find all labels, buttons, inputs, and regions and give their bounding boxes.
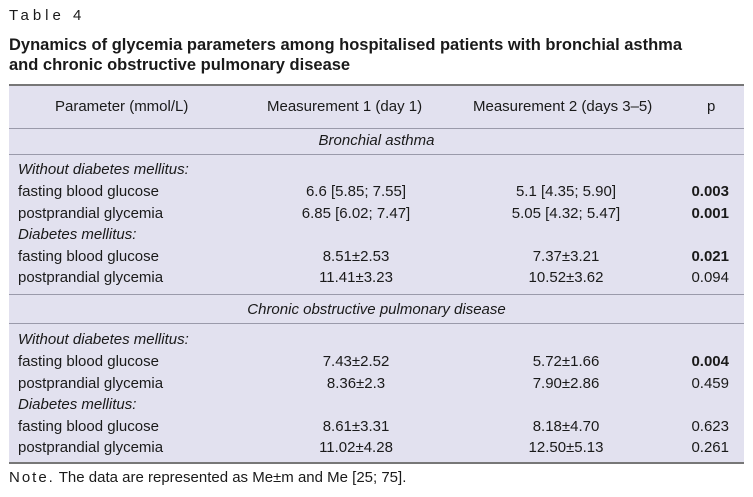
caption-line-2: and chronic obstructive pulmonary disease [9,56,351,74]
section-rule [9,154,744,155]
data-table [9,84,744,464]
m2-cell: 7.37±3.21 [532,248,600,265]
table-note [9,469,406,486]
section-rule [9,323,744,324]
table-row [9,418,744,440]
m2-cell: 5.72±1.66 [532,353,600,370]
section-rule [9,294,744,295]
param-cell: postprandial glycemia [18,439,164,456]
table-caption [9,35,744,75]
m1-cell: 6.85 [6.02; 7.47] [301,205,411,222]
group-label-row [9,331,744,353]
param-cell: postprandial glycemia [18,205,164,222]
header-p: p [707,98,716,115]
m2-cell: 7.90±2.86 [532,375,600,392]
table-row [9,269,744,291]
caption-line-1: Dynamics of glycemia parameters among hospitalised patients with bronchial asthma [9,36,683,54]
m1-cell: 6.6 [5.85; 7.55] [305,183,407,200]
header-parameter: Parameter (mmol/L) [55,98,189,115]
note-text: The data are represented as Me±m and Me [25; 75]. [58,469,407,486]
table-row [9,353,744,375]
m2-cell: 12.50±5.13 [528,439,604,456]
param-cell: postprandial glycemia [18,375,164,392]
m2-cell: 5.05 [4.32; 5.47] [511,205,621,222]
header-measurement-1: Measurement 1 (day 1) [267,98,423,115]
param-cell: fasting blood glucose [18,183,159,200]
m1-cell: 8.61±3.31 [322,418,390,435]
m2-cell: 5.1 [4.35; 5.90] [515,183,617,200]
table-row [9,183,744,205]
group-label-row [9,396,744,418]
m1-cell: 8.36±2.3 [326,375,386,392]
param-cell: fasting blood glucose [18,353,159,370]
section-title-copd: Chronic obstructive pulmonary disease [247,301,506,318]
m2-cell: 10.52±3.62 [528,269,604,286]
group-label: Without diabetes mellitus: [18,161,189,178]
p-cell: 0.459 [691,375,729,392]
p-cell: 0.003 [691,183,729,200]
p-cell: 0.021 [691,248,729,265]
group-label-row [9,161,744,183]
table-row [9,248,744,270]
p-cell: 0.261 [691,439,729,456]
m1-cell: 11.41±3.23 [319,269,393,286]
param-cell: fasting blood glucose [18,418,159,435]
note-label: Note. [9,469,55,486]
param-cell: fasting blood glucose [18,248,159,265]
table-row [9,439,744,461]
group-label: Diabetes mellitus: [18,396,137,413]
table-row [9,375,744,397]
header-rule [9,128,744,129]
header-measurement-2: Measurement 2 (days 3–5) [473,98,653,115]
m1-cell: 7.43±2.52 [322,353,390,370]
p-cell: 0.094 [691,269,729,286]
section-title-bronchial-asthma: Bronchial asthma [318,132,435,149]
param-cell: postprandial glycemia [18,269,164,286]
table-header-row [9,86,744,128]
table-row [9,205,744,227]
m1-cell: 11.02±4.28 [319,439,393,456]
p-cell: 0.001 [691,205,729,222]
m2-cell: 8.18±4.70 [532,418,600,435]
p-cell: 0.623 [691,418,729,435]
group-label-row [9,226,744,248]
m1-cell: 8.51±2.53 [322,248,390,265]
table-label: Table 4 [9,7,86,24]
p-cell: 0.004 [691,353,729,370]
group-label: Without diabetes mellitus: [18,331,189,348]
group-label: Diabetes mellitus: [18,226,137,243]
